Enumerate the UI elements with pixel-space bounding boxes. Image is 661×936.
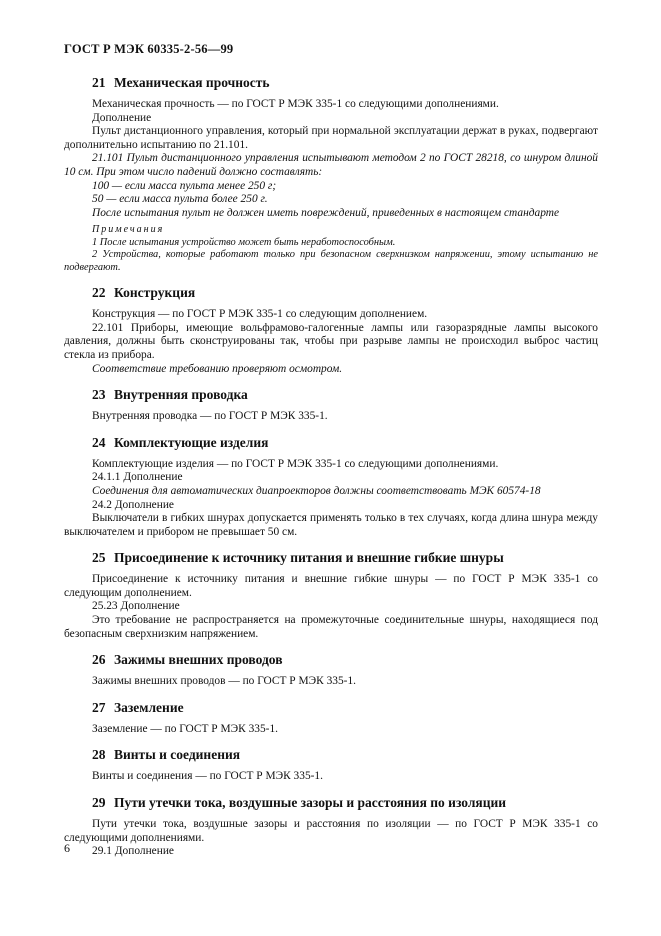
section-title bbox=[92, 74, 598, 91]
paragraph: После испытания пульт не должен иметь повреждений, приведенных в настоящем стандарте bbox=[92, 206, 560, 219]
section-26 bbox=[64, 651, 598, 689]
section-title bbox=[92, 386, 598, 403]
page-number: 6 bbox=[64, 841, 70, 855]
paragraph: Внутренняя проводка — по ГОСТ Р МЭК 335-1. bbox=[92, 410, 328, 423]
paragraph: Пути утечки тока, воздушные зазоры и расстояния по изоляции — по ГОСТ Р МЭК 335-1 со следующими дополнениями. bbox=[64, 818, 598, 844]
section-number: 29 bbox=[92, 795, 106, 811]
section-29 bbox=[64, 794, 598, 859]
notes-heading: Примечания bbox=[92, 224, 165, 236]
section-title bbox=[92, 651, 598, 668]
paragraph: Соединения для автоматических диапроекторов должны соответствовать МЭК 60574-18 bbox=[92, 484, 541, 497]
section-number: 25 bbox=[92, 550, 106, 566]
section-title bbox=[92, 434, 598, 451]
paragraph: Заземление — по ГОСТ Р МЭК 335-1. bbox=[92, 722, 279, 735]
section-number: 24 bbox=[92, 434, 106, 450]
paragraph: Дополнение bbox=[92, 111, 152, 124]
section-21 bbox=[64, 74, 598, 274]
section-heading-text: Конструкция bbox=[114, 285, 196, 301]
section-22 bbox=[64, 284, 598, 376]
paragraph: Присоединение к источнику питания и внешние гибкие шнуры — по ГОСТ Р МЭК 335-1 со следующим дополнением. bbox=[64, 573, 598, 599]
section-number: 23 bbox=[92, 387, 106, 403]
section-heading-text: Присоединение к источнику питания и внешние гибкие шнуры bbox=[114, 550, 504, 566]
paragraph: Это требование не распространяется на промежуточные соединительные шнуры, находящиеся под безопасным сверхнизким напряжением. bbox=[64, 614, 598, 640]
paragraph: Винты и соединения — по ГОСТ Р МЭК 335-1. bbox=[92, 770, 323, 783]
section-25 bbox=[64, 549, 598, 641]
section-heading-text: Механическая прочность bbox=[114, 75, 270, 90]
paragraph: 25.23 Дополнение bbox=[92, 600, 180, 613]
section-heading-text: Внутренняя проводка bbox=[114, 387, 248, 403]
note-item: 1 После испытания устройство может быть неработоспособным. bbox=[92, 236, 396, 248]
paragraph: Пульт дистанционного управления, который при нормальной эксплуатации держат в руках, подвергают дополнительно испытанию по 21.101. bbox=[64, 125, 598, 151]
paragraph: 24.2 Дополнение bbox=[92, 498, 174, 511]
section-number: 27 bbox=[92, 699, 106, 715]
section-heading-text: Заземление bbox=[114, 699, 184, 715]
section-number: 21 bbox=[92, 75, 106, 90]
paragraph: 22.101 Приборы, имеющие вольфрамово-галогенные лампы или газоразрядные лампы высокого давления, должны быть сконструированы так, чтобы при разрыве лампы не происходил выброс частиц стекла из прибора. bbox=[64, 321, 598, 361]
paragraph: Комплектующие изделия — по ГОСТ Р МЭК 335-1 со следующими дополнениями. bbox=[92, 457, 499, 470]
section-title bbox=[92, 746, 598, 763]
section-heading-text: Комплектующие изделия bbox=[114, 434, 269, 450]
document-body bbox=[64, 74, 598, 869]
note-item: 2 Устройства, которые работают только при безопасном сверхнизком напряжении, этому испытанию не подвергают. bbox=[64, 249, 598, 273]
section-number: 26 bbox=[92, 652, 106, 668]
paragraph: 29.1 Дополнение bbox=[92, 845, 174, 858]
paragraph: 50 — если масса пульта более 250 г. bbox=[92, 193, 268, 206]
section-title bbox=[92, 549, 598, 566]
paragraph: Зажимы внешних проводов — по ГОСТ Р МЭК 335-1. bbox=[92, 675, 356, 688]
paragraph: 24.1.1 Дополнение bbox=[92, 471, 183, 484]
paragraph: Выключатели в гибких шнурах допускается применять только в тех случаях, когда длина шнура между выключателем и прибором не превышает 50 см. bbox=[64, 512, 598, 538]
section-title bbox=[92, 794, 598, 811]
section-28 bbox=[64, 746, 598, 784]
section-23 bbox=[64, 386, 598, 424]
section-heading-text: Винты и соединения bbox=[114, 747, 241, 763]
paragraph: 21.101 Пульт дистанционного управления испытывают методом 2 по ГОСТ 28218, со шнуром длиной 10 см. При этом число падений должно составлять: bbox=[64, 152, 598, 178]
section-heading-text: Пути утечки тока, воздушные зазоры и расстояния по изоляции bbox=[114, 795, 507, 811]
section-title bbox=[92, 284, 598, 301]
section-24 bbox=[64, 434, 598, 540]
section-number: 22 bbox=[92, 285, 106, 301]
section-heading-text: Зажимы внешних проводов bbox=[114, 652, 283, 668]
paragraph: Конструкция — по ГОСТ Р МЭК 335-1 со следующим дополнением. bbox=[92, 308, 428, 321]
paragraph: Соответствие требованию проверяют осмотром. bbox=[92, 362, 343, 375]
section-27 bbox=[64, 699, 598, 737]
paragraph: Механическая прочность — по ГОСТ Р МЭК 335-1 со следующими дополнениями. bbox=[92, 98, 499, 110]
standard-header: ГОСТ Р МЭК 60335-2-56—99 bbox=[64, 42, 234, 56]
paragraph: 100 — если масса пульта менее 250 г; bbox=[92, 179, 277, 192]
section-title bbox=[92, 699, 598, 716]
section-number: 28 bbox=[92, 747, 106, 763]
